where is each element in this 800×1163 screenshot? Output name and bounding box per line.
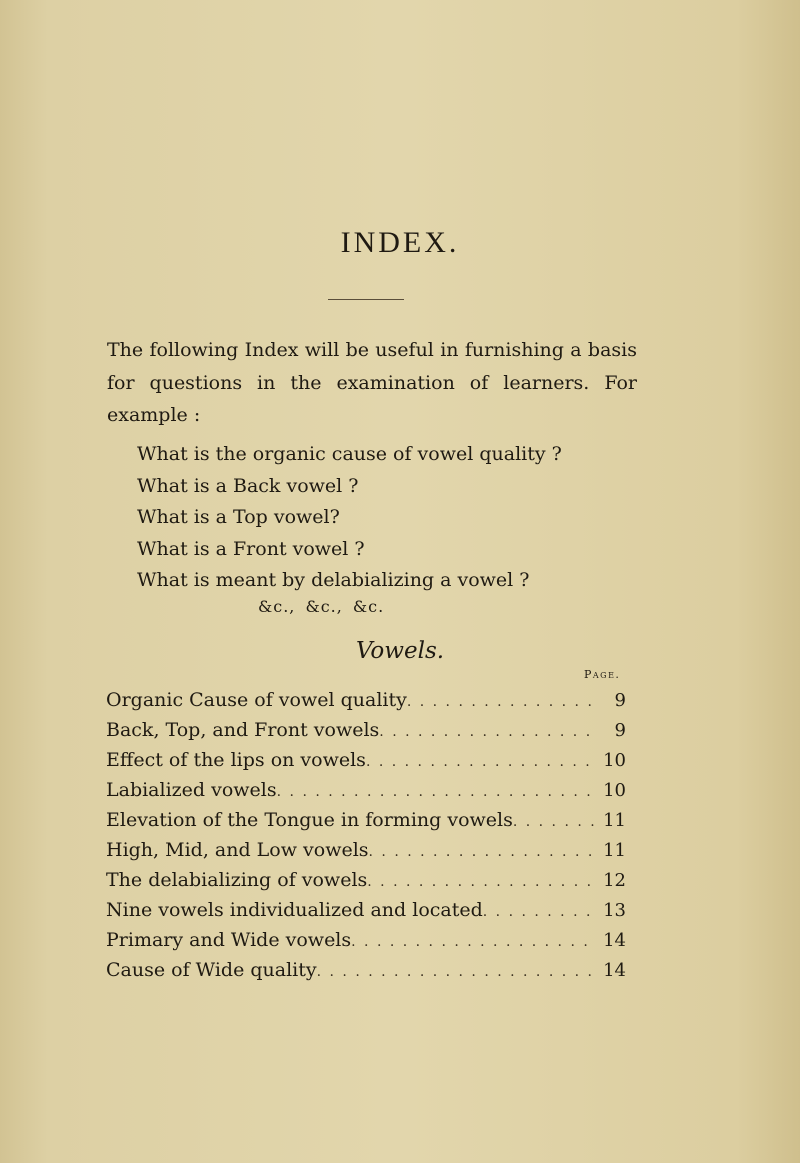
leader-dots	[513, 807, 596, 837]
index-entry	[106, 925, 626, 955]
question-line: What is meant by delabializing a vowel ?	[137, 569, 530, 591]
index-entries	[106, 685, 626, 985]
etcetera-line: &c., &c., &c.	[258, 597, 385, 616]
entry-text: Effect of the lips on vowels	[106, 749, 366, 771]
index-entry	[106, 715, 626, 745]
leader-dots	[366, 747, 596, 777]
leader-dots	[277, 777, 596, 807]
index-entry	[106, 745, 626, 775]
entry-page: 12	[603, 870, 626, 891]
intro-paragraph: The following Index will be useful in furnishing a basis for questions in the examination of learners. For example :	[107, 339, 637, 426]
index-entry	[106, 895, 626, 925]
index-entry	[106, 775, 626, 805]
page-column-header: Page.	[584, 668, 621, 681]
question-line: What is a Back vowel ?	[137, 474, 359, 497]
entry-text: Back, Top, and Front vowels	[106, 719, 380, 741]
index-entry	[106, 955, 626, 985]
entry-page: 14	[603, 960, 626, 981]
entry-text: Nine vowels individualized and located	[106, 899, 483, 921]
example-questions	[137, 439, 617, 597]
index-entry	[106, 865, 626, 895]
entry-text: Labialized vowels	[106, 779, 277, 801]
title-rule	[328, 299, 404, 300]
entry-text: Primary and Wide vowels	[106, 929, 352, 951]
entry-text: Cause of Wide quality	[106, 959, 317, 981]
leader-dots	[379, 717, 596, 747]
entry-text: Organic Cause of vowel quality	[106, 689, 407, 711]
entry-page: 14	[603, 930, 626, 951]
question-line: What is a Front vowel ?	[137, 537, 365, 560]
index-entry	[106, 685, 626, 715]
entry-page: 10	[603, 780, 626, 801]
entry-page: 9	[614, 720, 626, 741]
entry-text: High, Mid, and Low vowels	[106, 839, 369, 861]
index-entry	[106, 805, 626, 835]
leader-dots	[317, 957, 596, 987]
leader-dots	[369, 837, 596, 867]
leader-dots	[483, 897, 596, 927]
leader-dots	[351, 927, 596, 957]
question-line: What is a Top vowel?	[137, 506, 340, 528]
leader-dots	[367, 867, 596, 897]
question-line: What is the organic cause of vowel quality ?	[137, 443, 562, 465]
section-title: Vowels.	[355, 638, 445, 664]
page-title: INDEX.	[340, 226, 460, 259]
entry-text: The delabializing of vowels	[106, 869, 368, 891]
entry-page: 13	[603, 900, 626, 921]
index-entry	[106, 835, 626, 865]
entry-text: Elevation of the Tongue in forming vowels	[106, 809, 513, 831]
entry-page: 9	[614, 690, 626, 711]
leader-dots	[407, 687, 596, 717]
entry-page: 10	[603, 750, 626, 771]
entry-page: 11	[603, 810, 626, 831]
entry-page: 11	[603, 840, 626, 861]
